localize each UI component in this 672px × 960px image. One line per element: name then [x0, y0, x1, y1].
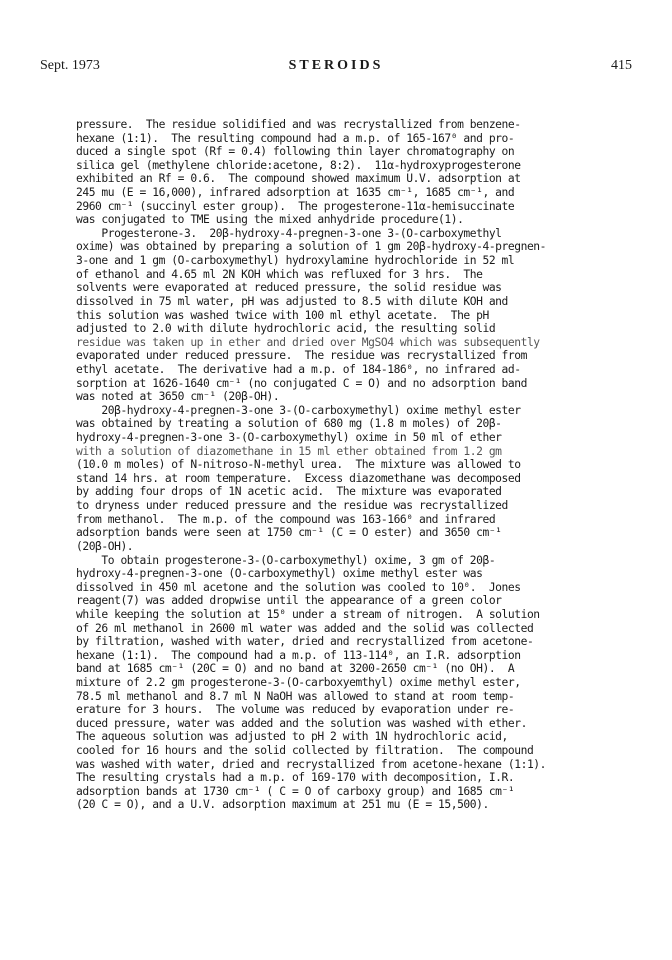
text-line: The resulting crystals had a m.p. of 169-170 with decomposition, I.R.: [76, 771, 515, 785]
text-line: The aqueous solution was adjusted to pH 2 with 1N hydrochloric acid,: [76, 730, 508, 744]
text-line: residue was taken up in ether and dried over MgSO4 which was subsequently: [76, 335, 540, 349]
text-line: duced a single spot (Rf = 0.4) following thin layer chromatography on: [76, 145, 515, 159]
text-line: stand 14 hrs. at room temperature. Excess diazomethane was decomposed: [76, 471, 521, 485]
text-line: (20 C = O), and a U.V. adsorption maximum at 251 mu (E = 15,500).: [76, 798, 489, 812]
text-line: evaporated under reduced pressure. The residue was recrystallized from: [76, 349, 527, 363]
text-line: oxime) was obtained by preparing a solution of 1 gm 20β-hydroxy-4-pregnen-: [76, 240, 546, 254]
header-date: Sept. 1973: [40, 58, 100, 73]
text-line: ethyl acetate. The derivative had a m.p. of 184-186⁰, no infrared ad-: [76, 362, 521, 376]
text-line: sorption at 1626-1640 cm⁻¹ (no conjugated C = O) and no adsorption band: [76, 376, 527, 390]
text-line: hydroxy-4-pregnen-3-one (O-carboxymethyl) oxime methyl ester was: [76, 567, 483, 581]
text-line: hexane (1:1). The resulting compound had a m.p. of 165-167⁰ and pro-: [76, 131, 515, 145]
text-line: 3-one and 1 gm (O-carboxymethyl) hydroxylamine hydrochloride in 52 ml: [76, 254, 515, 268]
text-line: cooled for 16 hours and the solid collected by filtration. The compound: [76, 744, 534, 758]
text-line: (10.0 m moles) of N-nitroso-N-methyl urea. The mixture was allowed to: [76, 458, 521, 472]
text-line: hydroxy-4-pregnen-3-one 3-(O-carboxymethyl) oxime in 50 ml of ether: [76, 431, 502, 445]
text-line: band at 1685 cm⁻¹ (20C = O) and no band at 3200-2650 cm⁻¹ (no OH). A: [76, 662, 515, 676]
text-line: of 26 ml methanol in 2600 ml water was added and the solid was collected: [76, 621, 534, 635]
text-line: exhibited an Rf = 0.6. The compound showed maximum U.V. adsorption at: [76, 172, 521, 186]
text-line: by adding four drops of 1N acetic acid. The mixture was evaporated: [76, 485, 502, 499]
text-line: by filtration, washed with water, dried and recrystallized from acetone-: [76, 635, 534, 649]
text-line: dissolved in 450 ml acetone and the solution was cooled to 10⁰. Jones: [76, 580, 521, 594]
text-line: duced pressure, water was added and the solution was washed with ether.: [76, 716, 527, 730]
text-line: adsorption bands at 1730 cm⁻¹ ( C = O of carboxy group) and 1685 cm⁻¹: [76, 784, 515, 798]
text-line: solvents were evaporated at reduced pressure, the solid residue was: [76, 281, 502, 295]
text-line: hexane (1:1). The compound had a m.p. of 113-114⁰, an I.R. adsorption: [76, 648, 521, 662]
text-line: 2960 cm⁻¹ (succinyl ester group). The progesterone-11α-hemisuccinate: [76, 199, 515, 213]
text-line: from methanol. The m.p. of the compound was 163-166⁰ and infrared: [76, 512, 496, 526]
text-line: dissolved in 75 ml water, pH was adjusted to 8.5 with dilute KOH and: [76, 294, 508, 308]
article-body: [76, 118, 636, 812]
text-line: reagent(7) was added dropwise until the appearance of a green color: [76, 594, 502, 608]
text-line: pressure. The residue solidified and was recrystallized from benzene-: [76, 118, 521, 131]
text-line: was obtained by treating a solution of 680 mg (1.8 m moles) of 20β-: [76, 417, 502, 431]
text-line: adsorption bands were seen at 1750 cm⁻¹ (C = O ester) and 3650 cm⁻¹: [76, 526, 502, 540]
text-line: adjusted to 2.0 with dilute hydrochloric acid, the resulting solid: [76, 322, 496, 336]
page-header: [40, 58, 632, 82]
text-line: was conjugated to TME using the mixed anhydride procedure(1).: [76, 213, 464, 227]
journal-title: STEROIDS: [288, 58, 384, 73]
text-line: 78.5 ml methanol and 8.7 ml N NaOH was allowed to stand at room temp-: [76, 689, 515, 703]
text-line: was washed with water, dried and recrystallized from acetone-hexane (1:1).: [76, 757, 546, 771]
page-number: 415: [611, 58, 632, 73]
text-line: mixture of 2.2 gm progesterone-3-(O-carboxyemthyl) oxime methyl ester,: [76, 675, 521, 689]
text-line: 20β-hydroxy-4-pregnen-3-one 3-(O-carboxymethyl) oxime methyl ester: [76, 403, 521, 417]
text-line: erature for 3 hours. The volume was reduced by evaporation under re-: [76, 703, 515, 717]
text-line: while keeping the solution at 15⁰ under a stream of nitrogen. A solution: [76, 607, 540, 621]
text-line: silica gel (methylene chloride:acetone, 8:2). 11α-hydroxyprogesterone: [76, 158, 521, 172]
text-line: of ethanol and 4.65 ml 2N KOH which was refluxed for 3 hrs. The: [76, 267, 483, 281]
text-line: 245 mu (E = 16,000), infrared adsorption at 1635 cm⁻¹, 1685 cm⁻¹, and: [76, 186, 515, 200]
text-line: with a solution of diazomethane in 15 ml ether obtained from 1.2 gm: [76, 444, 502, 458]
text-line: to dryness under reduced pressure and the residue was recrystallized: [76, 499, 508, 513]
text-line: (20β-OH).: [76, 539, 134, 553]
text-line: this solution was washed twice with 100 ml ethyl acetate. The pH: [76, 308, 489, 322]
text-line: was noted at 3650 cm⁻¹ (20β-OH).: [76, 390, 280, 404]
text-line: To obtain progesterone-3-(O-carboxymethyl) oxime, 3 gm of 20β-: [76, 553, 496, 567]
text-line: Progesterone-3. 20β-hydroxy-4-pregnen-3-one 3-(O-carboxymethyl: [76, 226, 502, 240]
